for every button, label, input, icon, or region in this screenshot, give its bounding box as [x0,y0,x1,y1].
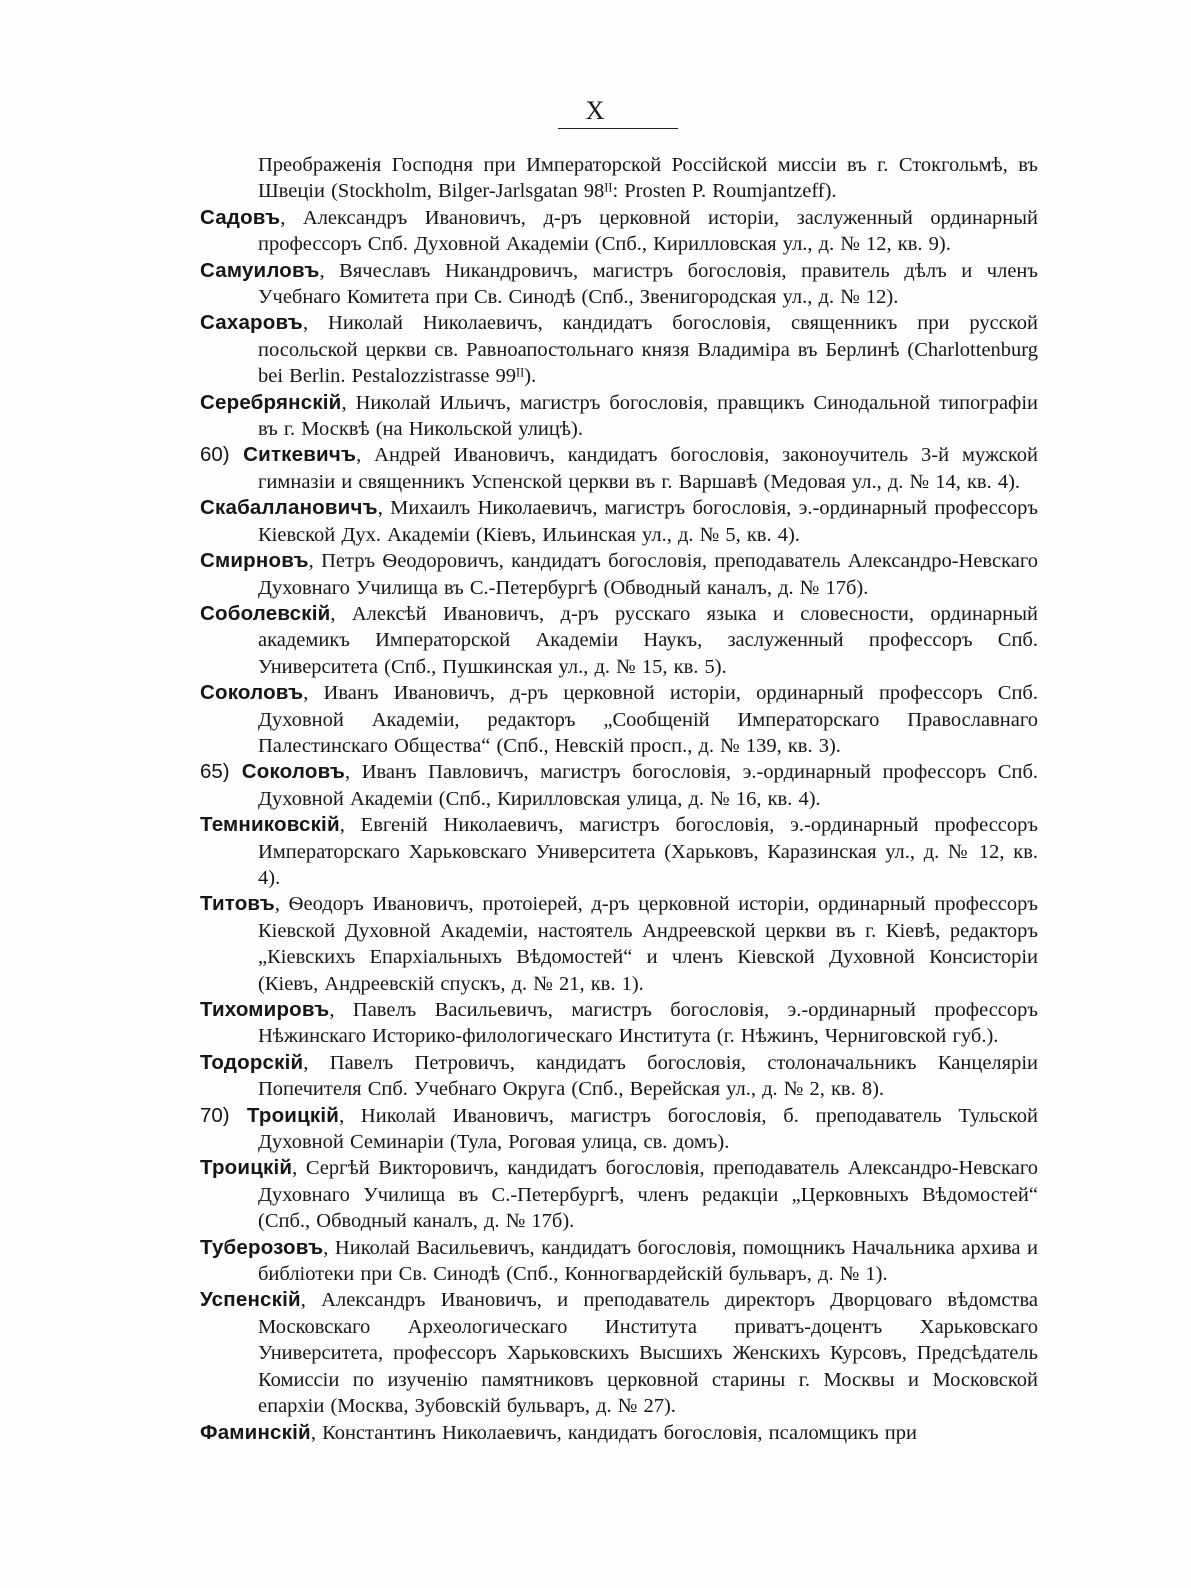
list-item [200,1155,1038,1234]
list-item [200,205,1038,258]
entry-text: , Николай Ильичъ, магистръ богословія, правщикъ Синодальной типографіи въ г. Москвѣ (на Никольской улицѣ). [258,391,1038,441]
page-number: X [585,96,606,125]
entry-text: , Евгеній Николаевичъ, магистръ богословія, э.-ординарный профессоръ Императорскаго Харьковскаго Университета (Харьковъ, Каразинская ул., д. № 12, кв. 4). [258,814,1038,889]
entry-text: , Павелъ Петровичъ, кандидатъ богословія, столоначальникъ Канцеляріи Попечителя Спб. Учебнаго Округа (Спб., Верейская ул., д. № 2, кв. 8). [258,1051,1038,1101]
entry-surname: Тодорскій [200,1050,304,1074]
entry-number: 60) [200,443,244,467]
entry-surname: Успенскій [200,1288,301,1312]
list-item [200,1420,1038,1446]
list-item [200,601,1038,680]
entry-surname: Ситкевичъ [243,443,357,467]
list-item [200,997,1038,1050]
entry-number: 70) [200,1103,247,1127]
entry-text: Преображенія Господня при Императорской Россійской миссіи въ г. Стокгольмѣ, въ Швеціи (Stockholm, Bilger-Jarlsgatan 98ᴵᴵ: Prosten P. Roumjantzeff). [258,154,1038,203]
entry-text: , Петръ Ѳеодоровичъ, кандидатъ богословія, преподаватель Александро-Невскаго Духовнаго Училища въ С.-Петербургѣ (Обводный каналъ, д. № 17б). [258,550,1038,599]
list-item [200,759,1038,812]
entry-surname: Соболевскій [200,601,331,625]
list-item [200,1235,1038,1288]
entry-surname: Самуиловъ [200,258,320,282]
list-item [200,680,1038,759]
list-item [200,258,1038,311]
entry-surname: Троицкій [246,1103,340,1127]
list-item [200,548,1038,601]
entry-text: , Михаилъ Николаевичъ, магистръ богословія, э.-ординарный профессоръ Кіевской Дух. Академіи (Кіевъ, Ильинская ул., д. № 5, кв. 4). [258,497,1038,546]
entry-surname: Соколовъ [200,681,304,705]
list-item [200,1103,1038,1156]
entry-list [200,152,1038,1446]
entry-text: , Иванъ Павловичъ, магистръ богословія, э.-ординарный профессоръ Спб. Духовной Академіи (Спб., Кирилловская улица, д. № 16, кв. 4). [258,761,1039,810]
entry-surname: Скабаллановичъ [200,496,378,520]
entry-text: , Вячеславъ Никандровичъ, магистръ богословія, правитель дѣлъ и членъ Учебнаго Комитета при Св. Синодѣ (Спб., Звенигородская ул., д. № 12). [258,259,1038,309]
entry-text: , Сергѣй Викторовичъ, кандидатъ богословія, преподаватель Александро-Невскаго Духовнаго Училища въ С.-Петербургѣ, членъ редакціи „Церковныхъ Вѣдомостей“ (Спб., Обводный каналъ, д. № 17б). [258,1157,1038,1233]
list-item [200,812,1038,891]
entry-surname: Сахаровъ [200,311,303,335]
entry-text: , Константинъ Николаевичъ, кандидатъ богословія, псаломщикъ при [310,1421,917,1444]
list-item [200,891,1038,997]
entry-surname: Тихомировъ [200,998,330,1021]
list-item [200,1287,1038,1419]
entry-text: , Павелъ Васильевичъ, магистръ богословія, э.-ординарный профессоръ Нѣжинскаго Историко-филологическаго Института (г. Нѣжинъ, Черниговской губ.). [258,999,1038,1048]
entry-surname: Туберозовъ [200,1235,324,1259]
entry-surname: Садовъ [200,205,281,229]
entry-text: , Николай Ивановичъ, магистръ богословія, б. преподаватель Тульской Духовной Семинаріи (Тула, Роговая улица, св. домъ). [258,1104,1039,1154]
entry-text: , Николай Васильевичъ, кандидатъ богословія, помощникъ Начальника архива и библіотеки при Св. Синодѣ (Спб., Конногвардейскій бульваръ, д. № 1). [258,1236,1038,1286]
entry-surname: Соколовъ [241,760,346,784]
list-item [200,390,1038,443]
entry-surname: Троицкій [200,1156,293,1180]
entry-surname: Фаминскій [200,1420,311,1444]
list-item [200,442,1038,495]
entry-text: , Александръ Ивановичъ, д-ръ церковной исторіи, заслуженный ординарный профессоръ Спб. Духовной Академіи (Спб., Кирилловская ул., д. № 12, кв. 9). [258,206,1038,256]
entry-text: , Алексѣй Ивановичъ, д-ръ русскаго языка и словесности, ординарный академикъ Императорской Академіи Наукъ, заслуженный профессоръ Спб. Университета (Спб., Пушкинская ул., д. № 15, кв. 5). [258,602,1038,678]
entry-surname: Смирновъ [200,549,309,573]
entry-text: , Андрей Ивановичъ, кандидатъ богословія, законоучитель 3-й мужской гимназіи и священникъ Успенской церкви въ г. Варшавѣ (Медовая ул., д. № 14, кв. 4). [258,444,1039,493]
list-item [200,1050,1038,1103]
list-item [200,310,1038,389]
list-item [200,152,1038,205]
entry-surname: Темниковскій [200,813,340,837]
entry-text: , Александръ Ивановичъ, и преподаватель директоръ Дворцоваго вѣдомства Московскаго Археологическаго Института приватъ-доцентъ Харьковскаго Университета, профессоръ Харьковскихъ Высшихъ Женскихъ Курсовъ, Предсѣдатель Комиссіи по изученію памятниковъ церковной старины г. Москвы и Московской епархіи (Москва, Зубовскій бульваръ, д. № 27). [258,1289,1038,1418]
entry-surname: Титовъ [200,892,275,916]
entry-text: , Николай Николаевичъ, кандидатъ богословія, священникъ при русской посольской церкви св. Равноапостольнаго князя Владиміра въ Берлинѣ (Charlottenburg bei Berlin. Pestalozzistrasse 99ᴵᴵ). [258,312,1038,388]
entry-text: , Иванъ Ивановичъ, д-ръ церковной исторіи, ординарный профессоръ Спб. Духовной Академіи, редакторъ „Сообщеній Императорскаго Православнаго Палестинскаго Общества“ (Спб., Невскій просп., д. № 139, кв. 3). [258,682,1038,757]
entry-surname: Серебрянскій [200,390,342,414]
list-item [200,495,1038,548]
header-rule [558,128,678,129]
entry-number: 65) [200,760,242,784]
entry-text: , Ѳеодоръ Ивановичъ, протоіерей, д-ръ церковной исторіи, ординарный профессоръ Кіевской Духовной Академіи, настоятель Андреевской церкви въ г. Кіевѣ, редакторъ „Кіевскихъ Епархіальныхъ Вѣдомостей“ и членъ Кіевской Духовной Консисторіи (Кіевъ, Андреевскій спускъ, д. № 21, кв. 1). [258,893,1038,995]
